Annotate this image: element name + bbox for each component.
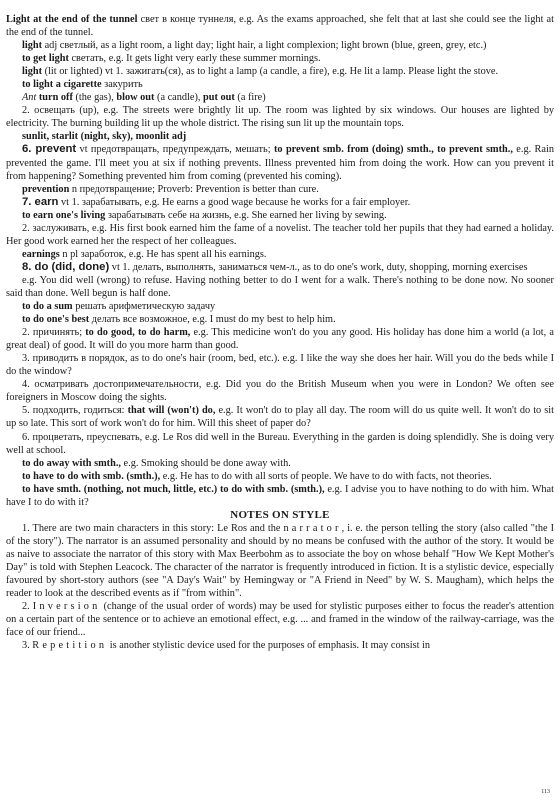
entry-do-sense-5: 5. подходить, годиться: that will (won't) do, e.g. It won't do to play all day. The room will do us quite well. It won't do to sit up so late. This sort of work won't do for him. Will this sheet of paper do? <box>6 405 554 430</box>
entry-have-nothing-to-do: to have smth. (nothing, not much, little, etc.) to do with smb. (smth.), e.g. I advise you to have nothing to do with him. What have I to do with it? <box>6 483 554 508</box>
entry-light-adj: light adj светлый, as a light room, a light day; light hair, a light complexion; light brown (blue, green, grey, etc.) <box>22 40 487 52</box>
entry-do-examples: e.g. You did well (wrong) to refuse. Having nothing better to do I went for a walk. There's nothing to be done now. No sooner said than done. Well begun is half done. <box>6 274 554 299</box>
entry-antonyms: Ant turn off (the gas), blow out (a candle), put out (a fire) <box>22 92 266 104</box>
entry-do-sense-3: 3. приводить в порядок, as to do one's hair (room, bed, etc.). e.g. I like the way she does her hair. Will you do the beds while I do the window? <box>6 353 554 378</box>
entry-do-away: to do away with smth., e.g. Smoking should be done away with. <box>22 457 291 469</box>
note-1: 1. There are two main characters in this story: Le Ros and the narrator, i. e. the person telling the story (also called "the I of the story"). The narrator is an assumed personality and should by no means be confused with the author of the story. It would be as naive to associate the narrator of this story with Max Beerbohm as to associate the boy on whose behalf "How We Kept Mother's Day" is told with Stephen Leacock. The character of the narrator is frequently introduced in fiction. It is a stylistic device, especially favoured by short-story authors (see "A Day's Wait" by Hemingway or "A Friend in Need" by W. S. Maugham), which helps the reader to look at the described events as if "from within". <box>6 522 555 600</box>
entry-earn-sense-2: 2. заслуживать, e.g. His first book earned him the fame of a novelist. The teacher told her pupils that they had earned a holiday. Her good work earned her the respect of her colleagues. <box>6 222 554 247</box>
entry-light-at-end-of-tunnel: Light at the end of the tunnel свет в конце туннеля, e.g. As the exams approached, she felt that at last she could see the light at the end of the tunnel. <box>6 14 554 39</box>
entry-do-sense-4: 4. осматривать достопримечательности, e.g. Did you do the British Museum when you were in London? We often see foreigners in Moscow doing the sights. <box>6 379 554 404</box>
note-3: 3. Repetition is another stylistic device used for the purposes of emphasis. It may consist in <box>22 640 431 652</box>
entry-sunlit: sunlit, starlit (night, sky), moonlit adj <box>22 131 187 143</box>
entry-to-get-light: to get light светать, e.g. It gets light very early these summer mornings. <box>22 53 321 65</box>
entry-earn-living: to earn one's living зарабатывать себе на жизнь, e.g. She earned her living by sewing. <box>22 209 387 221</box>
entry-earnings: earnings n pl заработок, e.g. He has spent all his earnings. <box>22 248 267 260</box>
entry-do-sense-2: 2. причинять; to do good, to do harm, e.g. This medicine won't do you any good. His holiday has done him a world (a lot, a great deal) of good. It will do you more harm than good. <box>6 327 554 352</box>
entry-prevent: 6. prevent vt предотвращать, предупреждать, мешать; to prevent smb. from (doing) smth., to prevent smth., e.g. Rain prevented the game. I'll meet you at six if nothing prevents. Illness prevented him from doing the work. How can you prevent it from happening? Something prevented him from coming (prevented his coming). <box>6 143 555 182</box>
entry-light-verb: light (lit or lighted) vt 1. зажигать(ся), as to light a lamp (a candle, a fire), e.g. He lit a lamp. Please light the stove. <box>22 66 499 78</box>
entry-have-to-do: to have to do with smb. (smth.), e.g. He has to do with all sorts of people. We have to do with facts, not theories. <box>22 470 492 482</box>
entry-do-best: to do one's best делать все возможное, e.g. I must do my best to help him. <box>22 314 336 326</box>
entry-earn: 7. earn vt 1. зарабатывать, e.g. He earns a good wage because he works for a fair employer. <box>22 195 411 208</box>
note-2: 2. Inversion (change of the usual order of words) may be used for stylistic purposes either to focus the reader's attention on a certain part of the sentence or to achieve an emotional effect, e.g. ... and framed in the window of the railway-carriage, was the face of our friend... <box>6 601 555 639</box>
entry-do: 8. do (did, done) vt 1. делать, выполнять, заниматься чем-л., as to do one's work, duty, shopping, morning exercises <box>22 260 528 273</box>
entry-do-sum: to do a sum решать арифметическую задачу <box>22 301 216 313</box>
notes-heading: NOTES ON STYLE <box>230 508 330 521</box>
entry-prevention: prevention n предотвращение; Proverb: Prevention is better than cure. <box>22 183 319 195</box>
entry-do-sense-6: 6. процветать, преуспевать, e.g. Le Ros did well in the Bureau. Everything in the garden is doing splendidly. She is doing very well at school. <box>6 431 554 456</box>
page-number: 113 <box>541 789 550 795</box>
entry-light-sense-2: 2. освещать (up), e.g. The streets were brightly lit up. The room was lighted by six windows. Our houses are lighted by electricity. The burning building lit up the whole district. The rising sun lit up the mountain tops. <box>6 105 554 130</box>
entry-light-cigarette: to light a cigarette закурить <box>22 79 143 91</box>
